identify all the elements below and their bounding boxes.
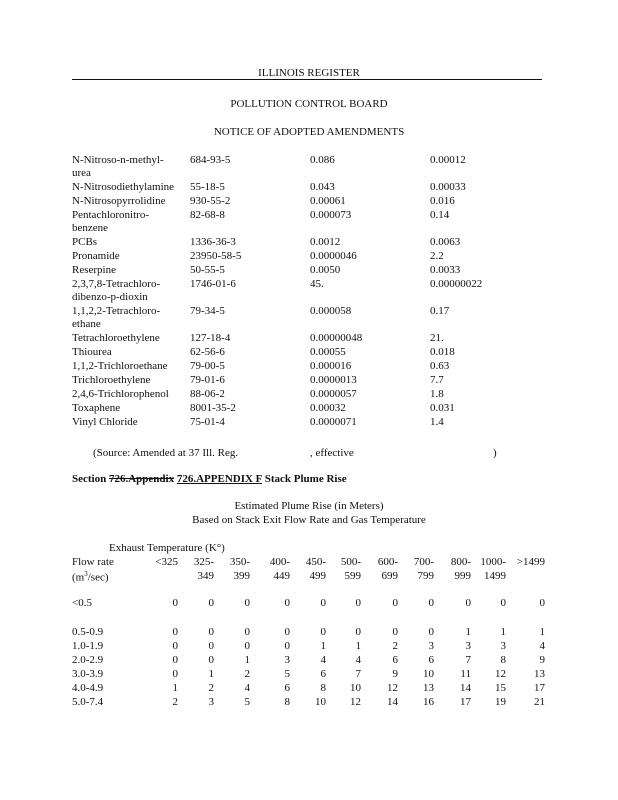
plume-rise-value: 9 <box>392 668 398 680</box>
source-close: ) <box>493 447 497 459</box>
temp-header: 449 <box>273 570 290 582</box>
value-a: 0.0000013 <box>310 374 357 386</box>
chemical-name: Vinyl Chloride <box>72 416 138 428</box>
plume-rise-value: 9 <box>539 654 545 666</box>
value-b: 0.14 <box>430 209 450 221</box>
plume-rise-value: 2 <box>172 696 178 708</box>
plume-rise-value: 0 <box>539 597 545 609</box>
plume-rise-value: 3 <box>465 640 471 652</box>
cas-number: 8001-35-2 <box>190 402 236 414</box>
plume-rise-value: 0 <box>208 626 214 638</box>
notice-title: NOTICE OF ADOPTED AMENDMENTS <box>213 126 405 138</box>
section-inserted: 726.APPENDIX F <box>176 473 262 485</box>
temp-header: 325- <box>193 556 214 568</box>
value-a: 0.043 <box>310 181 335 193</box>
plume-rise-value: 8 <box>320 682 326 694</box>
plume-rise-value: 0 <box>208 640 214 652</box>
cas-number: 1746-01-6 <box>190 278 236 290</box>
plume-rise-value: 8 <box>500 654 506 666</box>
plume-rise-value: 6 <box>320 668 326 680</box>
plume-rise-value: 13 <box>423 682 434 694</box>
value-b: 0.016 <box>430 195 455 207</box>
plume-rise-value: 3 <box>208 696 214 708</box>
temp-header: 1000- <box>480 556 506 568</box>
flow-unit-sup: 3 <box>84 570 88 578</box>
cas-number: 55-18-5 <box>190 181 225 193</box>
cas-number: 1336-36-3 <box>190 236 236 248</box>
plume-rise-value: 0 <box>284 626 290 638</box>
plume-rise-value: 0 <box>244 626 250 638</box>
plume-rise-value: 1 <box>465 626 471 638</box>
temp-header: 799 <box>417 570 434 582</box>
plume-rise-value: 16 <box>423 696 434 708</box>
flow-rate-cell: 1.0-1.9 <box>72 640 104 652</box>
register-title: ILLINOIS REGISTER <box>258 67 360 79</box>
temp-header: <325 <box>155 556 178 568</box>
plume-rise-value: 10 <box>350 682 361 694</box>
plume-rise-value: 17 <box>534 682 545 694</box>
cas-number: 684-93-5 <box>190 154 231 166</box>
plume-rise-value: 0 <box>355 597 361 609</box>
value-a: 0.0000071 <box>310 416 357 428</box>
cas-number: 50-55-5 <box>190 264 225 276</box>
plume-rise-value: 0 <box>465 597 471 609</box>
value-b: 0.0033 <box>430 264 461 276</box>
plume-rise-value: 3 <box>284 654 290 666</box>
plume-rise-value: 0 <box>320 626 326 638</box>
value-b: 1.8 <box>430 388 444 400</box>
value-a: 0.00032 <box>310 402 346 414</box>
cas-number: 88-06-2 <box>190 388 225 400</box>
plume-rise-value: 0 <box>172 597 178 609</box>
chemical-name: N-Nitrosodiethylamine <box>72 181 175 193</box>
plume-rise-value: 0 <box>284 640 290 652</box>
plume-rise-value: 4 <box>539 640 545 652</box>
plume-rise-value: 10 <box>315 696 326 708</box>
plume-rise-value: 0 <box>392 597 398 609</box>
cas-number: 79-01-6 <box>190 374 225 386</box>
cas-number: 79-00-5 <box>190 360 225 372</box>
plume-rise-value: 0 <box>208 597 214 609</box>
value-b: 0.00033 <box>430 181 466 193</box>
chemical-name: N-Nitroso-n-methyl- <box>72 154 164 166</box>
exhaust-temp-label: Exhaust Temperature (K°) <box>109 542 225 554</box>
value-b: 0.63 <box>430 360 450 372</box>
flow-unit-pre: (m <box>72 571 85 584</box>
cas-number: 82-68-8 <box>190 209 225 221</box>
section-prefix: Section <box>72 473 109 485</box>
plume-title: Estimated Plume Rise (in Meters) <box>234 500 384 512</box>
chemical-name: Trichloroethylene <box>72 374 151 386</box>
plume-rise-value: 7 <box>465 654 471 666</box>
plume-rise-value: 0 <box>428 626 434 638</box>
cas-number: 23950-58-5 <box>190 250 242 262</box>
temp-header: >1499 <box>516 556 545 568</box>
value-a: 0.000058 <box>310 305 352 317</box>
value-b: 0.00012 <box>430 154 466 166</box>
section-struck: 726.Appendix <box>108 473 175 485</box>
value-a: 0.0012 <box>310 236 341 248</box>
plume-rise-value: 10 <box>423 668 434 680</box>
temp-header: 700- <box>413 556 434 568</box>
chemical-name: urea <box>72 167 91 179</box>
value-b: 21. <box>430 332 444 344</box>
temp-header: 500- <box>340 556 361 568</box>
flow-rate-cell: 4.0-4.9 <box>72 682 104 694</box>
flow-rate-label: Flow rate <box>72 556 114 568</box>
cas-number: 930-55-2 <box>190 195 231 207</box>
plume-rise-value: 2 <box>208 682 214 694</box>
plume-rise-value: 1 <box>208 668 214 680</box>
plume-rise-value: 4 <box>244 682 250 694</box>
value-a: 0.00061 <box>310 195 346 207</box>
temp-header: 450- <box>305 556 326 568</box>
plume-rise-value: 0 <box>208 654 214 666</box>
plume-rise-value: 19 <box>495 696 506 708</box>
temp-header: 350- <box>229 556 250 568</box>
value-a: 45. <box>310 278 324 290</box>
temp-header: 800- <box>450 556 471 568</box>
value-b: 1.4 <box>430 416 444 428</box>
value-b: 0.00000022 <box>430 278 483 290</box>
source-effective: , effective <box>310 447 354 459</box>
plume-rise-value: 0 <box>244 640 250 652</box>
chemical-name: benzene <box>72 222 109 234</box>
value-a: 0.0050 <box>310 264 341 276</box>
plume-rise-value: 21 <box>534 696 545 708</box>
cas-number: 75-01-4 <box>190 416 225 428</box>
plume-rise-value: 7 <box>355 668 361 680</box>
chemical-name: 1,1,2,2-Tetrachloro- <box>72 305 161 317</box>
flow-rate-cell: 2.0-2.9 <box>72 654 104 666</box>
plume-rise-value: 11 <box>460 668 471 680</box>
chemical-name: dibenzo-p-dioxin <box>72 291 148 303</box>
plume-rise-value: 15 <box>495 682 506 694</box>
chemical-name: ethane <box>72 318 101 330</box>
chemical-name: Thiourea <box>72 346 112 358</box>
plume-rise-value: 6 <box>428 654 434 666</box>
cas-number: 127-18-4 <box>190 332 231 344</box>
header-rule <box>72 79 542 80</box>
flow-rate-cell: 0.5-0.9 <box>72 626 104 638</box>
plume-rise-value: 0 <box>172 654 178 666</box>
plume-rise-value: 1 <box>244 654 250 666</box>
plume-rise-value: 8 <box>284 696 290 708</box>
plume-rise-value: 3 <box>428 640 434 652</box>
plume-rise-value: 0 <box>320 597 326 609</box>
value-a: 0.000073 <box>310 209 352 221</box>
chemical-name: N-Nitrosopyrrolidine <box>72 195 166 207</box>
plume-subtitle: Based on Stack Exit Flow Rate and Gas Temperature <box>192 514 426 526</box>
source-text: (Source: Amended at 37 Ill. Reg. <box>93 447 239 459</box>
plume-rise-value: 0 <box>172 640 178 652</box>
temp-header: 999 <box>454 570 471 582</box>
plume-rise-value: 1 <box>172 682 178 694</box>
plume-rise-value: 0 <box>428 597 434 609</box>
chemical-name: Tetrachloroethylene <box>72 332 160 344</box>
plume-rise-value: 0 <box>284 597 290 609</box>
plume-rise-value: 12 <box>387 682 398 694</box>
temp-header: 699 <box>381 570 398 582</box>
chemical-name: Pentachloronitro- <box>72 209 149 221</box>
chemical-name: 1,1,2-Trichloroethane <box>72 360 168 372</box>
plume-rise-value: 0 <box>244 597 250 609</box>
value-a: 0.086 <box>310 154 335 166</box>
chemical-name: Reserpine <box>72 264 116 276</box>
temp-header: 499 <box>309 570 326 582</box>
temp-header: 599 <box>344 570 361 582</box>
value-a: 0.0000057 <box>310 388 357 400</box>
plume-rise-value: 3 <box>500 640 506 652</box>
flow-rate-cell: 5.0-7.4 <box>72 696 104 708</box>
plume-rise-value: 6 <box>284 682 290 694</box>
temp-header: 399 <box>233 570 250 582</box>
flow-unit-post: /sec) <box>87 571 109 584</box>
plume-rise-value: 0 <box>355 626 361 638</box>
plume-rise-value: 1 <box>355 640 361 652</box>
plume-rise-value: 0 <box>392 626 398 638</box>
chemical-name: Toxaphene <box>72 402 121 414</box>
section-heading <box>72 473 347 485</box>
value-a: 0.00055 <box>310 346 346 358</box>
plume-rise-value: 12 <box>495 668 506 680</box>
plume-rise-value: 1 <box>539 626 545 638</box>
plume-rise-value: 5 <box>244 696 250 708</box>
plume-rise-value: 13 <box>534 668 545 680</box>
plume-rise-value: 0 <box>500 597 506 609</box>
temp-header: 600- <box>377 556 398 568</box>
temp-header: 349 <box>197 570 214 582</box>
flow-rate-cell: <0.5 <box>72 597 92 609</box>
plume-rise-value: 2 <box>244 668 250 680</box>
chemical-name: Pronamide <box>72 250 120 262</box>
value-a: 0.0000046 <box>310 250 357 262</box>
plume-rise-value: 17 <box>460 696 471 708</box>
value-b: 0.018 <box>430 346 455 358</box>
cas-number: 79-34-5 <box>190 305 225 317</box>
section-rest: Stack Plume Rise <box>262 473 347 485</box>
value-b: 7.7 <box>430 374 444 386</box>
plume-rise-value: 4 <box>355 654 361 666</box>
plume-rise-value: 14 <box>387 696 398 708</box>
value-b: 0.0063 <box>430 236 461 248</box>
plume-rise-value: 0 <box>172 626 178 638</box>
plume-rise-value: 0 <box>172 668 178 680</box>
plume-rise-value: 1 <box>500 626 506 638</box>
plume-rise-value: 1 <box>320 640 326 652</box>
plume-rise-value: 4 <box>320 654 326 666</box>
value-b: 0.031 <box>430 402 455 414</box>
plume-rise-value: 14 <box>460 682 471 694</box>
cas-number: 62-56-6 <box>190 346 225 358</box>
chemical-name: 2,4,6-Trichlorophenol <box>72 388 169 400</box>
plume-rise-value: 12 <box>350 696 361 708</box>
chemical-name: PCBs <box>72 236 98 248</box>
board-name: POLLUTION CONTROL BOARD <box>230 98 388 110</box>
value-a: 0.000016 <box>310 360 352 372</box>
value-a: 0.00000048 <box>310 332 363 344</box>
plume-rise-value: 5 <box>284 668 290 680</box>
plume-rise-value: 2 <box>392 640 398 652</box>
value-b: 2.2 <box>430 250 444 262</box>
value-b: 0.17 <box>430 305 450 317</box>
flow-rate-cell: 3.0-3.9 <box>72 668 104 680</box>
plume-rise-value: 6 <box>392 654 398 666</box>
temp-header: 400- <box>269 556 290 568</box>
chemical-name: 2,3,7,8-Tetrachloro- <box>72 278 161 290</box>
temp-header: 1499 <box>484 570 506 582</box>
flow-rate-unit <box>72 570 109 584</box>
